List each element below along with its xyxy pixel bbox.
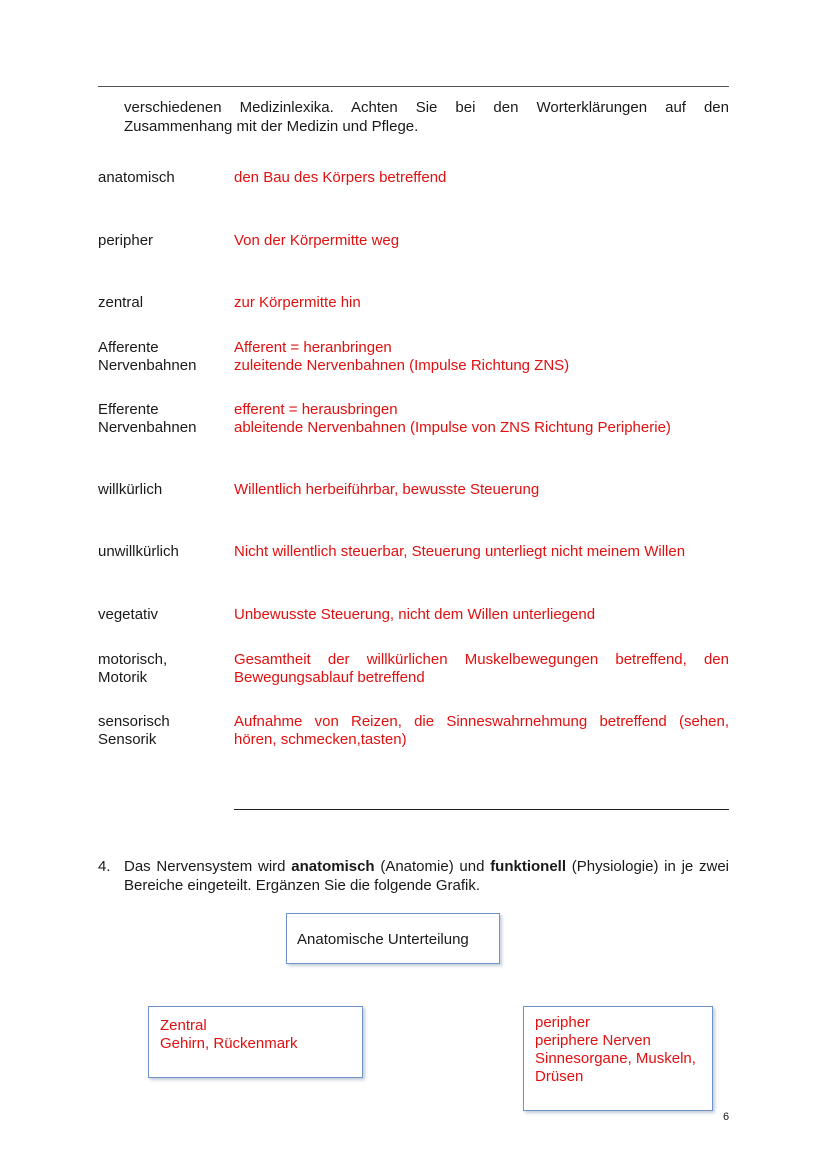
intro-line-1: verschiedenen Medizinlexika. Achten Sie bei den Worterklärungen auf den: [124, 99, 729, 116]
central-detail: Gehirn, Rückenmark: [160, 1035, 298, 1052]
term-peripher: peripher: [98, 232, 154, 249]
blank-answer-line: [234, 809, 729, 810]
anatomical-division-label: Anatomische Unterteilung: [297, 931, 469, 948]
term-motorisch: motorisch, Motorik: [98, 651, 168, 686]
definition-zentral: zur Körpermitte hin: [234, 294, 361, 311]
task-number: 4.: [98, 858, 111, 875]
central-label: Zentral: [160, 1017, 207, 1034]
peripheral-nervous-system-box: [523, 1006, 713, 1111]
definition-anatomisch: den Bau des Körpers betreffend: [234, 169, 447, 186]
central-nervous-system-box: [148, 1006, 363, 1078]
task-4-line-1: Das Nervensystem wird anatomisch (Anatomie) und funktionell (Physiologie) in je zwei: [124, 858, 730, 875]
term-anatomisch: anatomisch: [98, 169, 175, 186]
definition-afferente: Afferent = heranbringen zuleitende Nervenbahnen (Impulse Richtung ZNS): [234, 339, 570, 374]
task-4-text: [124, 857, 729, 895]
term-unwillkuerlich: unwillkürlich: [98, 543, 179, 560]
peripheral-detail-2: Sinnesorgane, Muskeln,: [535, 1050, 696, 1067]
definition-peripher: Von der Körpermitte weg: [234, 232, 400, 249]
peripheral-label: peripher: [535, 1014, 591, 1031]
term-sensorisch: sensorisch Sensorik: [98, 713, 170, 748]
definition-sensorisch: Aufnahme von Reizen, die Sinneswahrnehmung betreffend (sehen, hören, schmecken,tasten): [234, 713, 729, 748]
term-willkuerlich: willkürlich: [98, 481, 163, 498]
definition-vegetativ: Unbewusste Steuerung, nicht dem Willen unterliegend: [234, 606, 596, 623]
term-vegetativ: vegetativ: [98, 606, 159, 623]
task-4-line-2: Bereiche eingeteilt. Ergänzen Sie die folgende Grafik.: [124, 877, 481, 894]
definition-willkuerlich: Willentlich herbeiführbar, bewusste Steuerung: [234, 481, 540, 498]
peripheral-detail-1: periphere Nerven: [535, 1032, 651, 1049]
term-efferente: Efferente Nervenbahnen: [98, 401, 197, 436]
intro-text: [124, 98, 729, 136]
definition-unwillkuerlich: Nicht willentlich steuerbar, Steuerung unterliegt nicht meinem Willen: [234, 543, 686, 560]
definition-motorisch: Gesamtheit der willkürlichen Muskelbewegungen betreffend, den Bewegungsablauf betreffend: [234, 651, 729, 686]
anatomical-division-box: [286, 913, 500, 964]
header-rule: [98, 86, 729, 87]
term-afferente: Afferente Nervenbahnen: [98, 339, 197, 374]
page-number: 6: [723, 1111, 730, 1123]
intro-line-2: Zusammenhang mit der Medizin und Pflege.: [124, 118, 419, 135]
term-zentral: zentral: [98, 294, 144, 311]
peripheral-detail-3: Drüsen: [535, 1068, 584, 1085]
definition-efferente: efferent = herausbringen ableitende Nervenbahnen (Impulse von ZNS Richtung Peripherie): [234, 401, 671, 436]
